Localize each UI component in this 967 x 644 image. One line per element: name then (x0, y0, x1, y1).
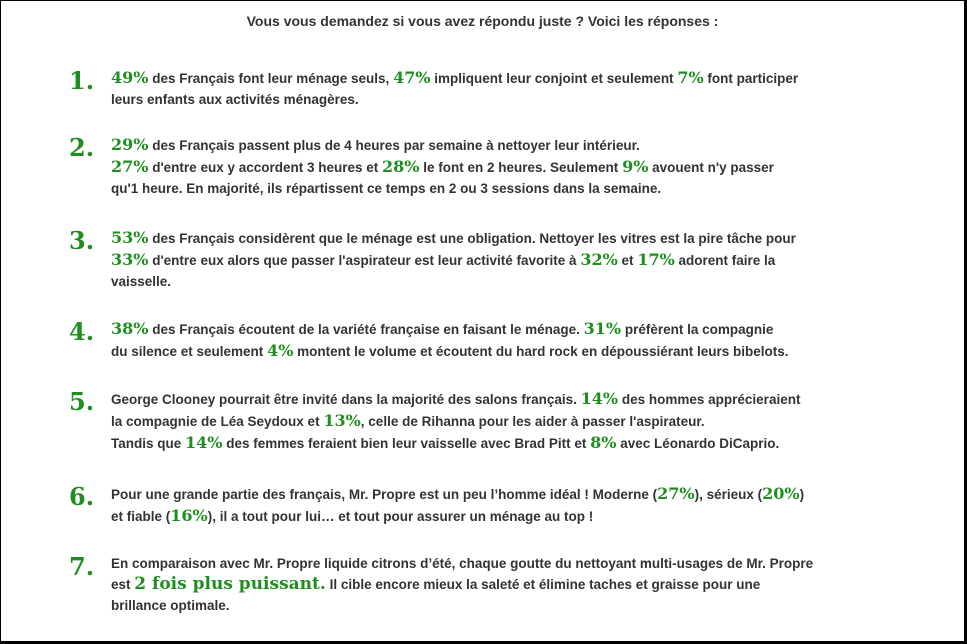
highlight-figure: 7% (677, 68, 704, 87)
answer-text-run: des Français considèrent que le ménage est une obligation. Nettoyer les vitres est la pire tâche pour (148, 231, 796, 246)
answer-text-run: George Clooney pourrait être invité dans la majorité des salons français. (111, 392, 581, 407)
answer-text-run: leurs enfants aux activités ménagères. (111, 92, 359, 107)
answer-text (111, 388, 904, 454)
answer-text-run: du silence et seulement (111, 344, 268, 359)
answer-number: 7. (69, 552, 95, 581)
highlight-figure: 33% (111, 250, 149, 269)
answer-text-run: est (111, 577, 135, 592)
answer-text (111, 227, 904, 292)
answer-text-run: des Français écoutent de la variété française en faisant le ménage. (148, 322, 584, 337)
answer-text-run: font participer (703, 71, 799, 86)
answer-text (111, 318, 904, 362)
highlight-figure: 47% (393, 68, 431, 87)
answer-text-run: des hommes apprécieraient (618, 392, 801, 407)
answer-text-run: d'entre eux y accordent 3 heures et (148, 160, 383, 175)
answer-text (111, 67, 904, 110)
answer-number: 5. (69, 387, 95, 416)
answer-text-run: la compagnie de Léa Seydoux et (111, 414, 324, 429)
answer-text-run: , celle de Rihanna pour les aider à passer l'aspirateur. (360, 414, 705, 429)
answer-text-run: impliquent leur conjoint et seulement (430, 71, 678, 86)
answer-text-run: montent le volume et écoutent du hard rock en dépoussiérant leurs bibelots. (293, 344, 789, 359)
answer-text-run: vaisselle. (111, 274, 172, 289)
answer-text-run: avec Léonardo DiCaprio. (616, 436, 780, 451)
answer-number: 3. (69, 226, 95, 255)
answer-text-run: qu'1 heure. En majorité, ils répartissent ce temps en 2 ou 3 sessions dans la semaine. (111, 181, 662, 196)
answer-text-run: des femmes feraient bien leur vaisselle avec Brad Pitt et (222, 436, 591, 451)
highlight-figure: 27% (111, 157, 149, 176)
answer-text (111, 553, 904, 616)
answer-text-run: En comparaison avec Mr. Propre liquide citrons d’été, chaque goutte du nettoyant multi-usages de Mr. Propre (111, 556, 814, 571)
answer-text-run: d'entre eux alors que passer l'aspirateur est leur activité favorite à (148, 253, 581, 268)
highlight-figure: 16% (170, 506, 208, 525)
answer-number: 1. (69, 66, 95, 95)
highlight-figure: 29% (111, 135, 149, 154)
answer-text-run: brillance optimale. (111, 598, 230, 613)
answer-text (111, 483, 904, 527)
answer-text (111, 134, 904, 199)
answer-text-run: ), il a tout pour lui… et tout pour assurer un ménage au top ! (207, 509, 594, 524)
highlight-figure: 32% (580, 250, 618, 269)
highlight-figure: 38% (111, 319, 149, 338)
answer-number: 4. (69, 317, 95, 346)
answer-text-run: ), sérieux ( (694, 487, 763, 502)
highlight-figure: 49% (111, 68, 149, 87)
answer-text-run: Tandis que (111, 436, 186, 451)
highlight-figure: 53% (111, 228, 149, 247)
highlight-figure: 31% (583, 319, 622, 338)
highlight-figure: 9% (622, 157, 649, 176)
answer-number: 2. (69, 133, 95, 162)
highlight-figure: 13% (323, 411, 361, 430)
highlight-figure: 2 fois plus puissant. (134, 574, 326, 594)
highlight-figure: 4% (267, 341, 294, 360)
highlight-figure: 28% (382, 157, 420, 176)
answer-text-run: le font en 2 heures. Seulement (419, 160, 623, 175)
answer-text-run: Il cible encore mieux la saleté et élimine taches et graisse pour une (325, 577, 761, 592)
answer-text-run: et (617, 253, 638, 268)
highlight-figure: 8% (590, 433, 617, 452)
highlight-figure: 20% (762, 484, 800, 503)
answer-text-run: adorent faire la (674, 253, 776, 268)
answer-text-run: et fiable ( (111, 509, 171, 524)
highlight-figure: 14% (580, 389, 619, 408)
answer-number: 6. (69, 482, 95, 511)
highlight-figure: 17% (637, 250, 675, 269)
highlight-figure: 14% (185, 433, 223, 452)
answer-text-run: avouent n'y passer (648, 160, 774, 175)
answer-text-run: des Français passent plus de 4 heures par semaine à nettoyer leur intérieur. (148, 138, 640, 153)
answer-text-run: des Français font leur ménage seuls, (148, 71, 394, 86)
answer-text-run: préfèrent la compagnie (621, 322, 774, 337)
answer-text-run: Pour une grande partie des français, Mr. Propre est un peu l’homme idéal ! Moderne ( (111, 487, 658, 502)
page-header: Vous vous demandez si vous avez répondu juste ? Voici les réponses : (246, 13, 719, 29)
highlight-figure: 27% (657, 484, 695, 503)
answer-text-run: ) (799, 487, 805, 502)
